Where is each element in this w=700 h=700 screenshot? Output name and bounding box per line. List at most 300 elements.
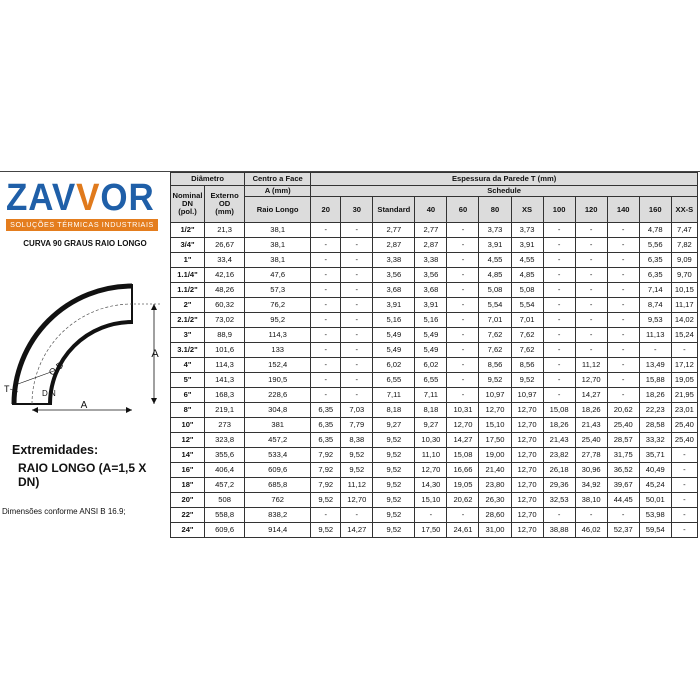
table-cell: 15,24: [671, 328, 697, 343]
table-cell: 6,55: [415, 373, 447, 388]
table-cell: 12,70: [575, 373, 607, 388]
table-cell: 9,70: [671, 268, 697, 283]
table-cell: 7,62: [479, 343, 511, 358]
table-row: [171, 433, 698, 448]
table-cell: 39,67: [607, 478, 639, 493]
table-cell: 3,38: [415, 253, 447, 268]
table-cell: 5,16: [415, 313, 447, 328]
table-cell: -: [575, 238, 607, 253]
table-cell: 114,3: [205, 358, 245, 373]
table-cell: -: [311, 328, 341, 343]
table-cell: -: [341, 343, 373, 358]
elbow-diagram: [4, 264, 168, 414]
table-cell: 26,18: [543, 463, 575, 478]
table-cell: -: [447, 373, 479, 388]
table-cell: 5,49: [415, 343, 447, 358]
table-cell: 17,12: [671, 358, 697, 373]
table-cell: -: [607, 298, 639, 313]
table-cell: 5,54: [479, 298, 511, 313]
table-cell: 28,58: [639, 418, 671, 433]
table-cell: 7,92: [311, 448, 341, 463]
table-cell: -: [341, 298, 373, 313]
table-cell: 508: [205, 493, 245, 508]
table-cell: -: [311, 238, 341, 253]
table-cell: 38,88: [543, 523, 575, 538]
table-cell: -: [311, 268, 341, 283]
table-cell: 7,01: [511, 313, 543, 328]
table-cell: 12,70: [511, 448, 543, 463]
table-cell: -: [607, 358, 639, 373]
table-cell: 6,02: [373, 358, 415, 373]
table-cell: -: [671, 508, 697, 523]
table-cell: -: [311, 313, 341, 328]
table-cell: 12,70: [447, 418, 479, 433]
table-cell: 3,56: [373, 268, 415, 283]
table-cell: 5,56: [639, 238, 671, 253]
table-cell: 355,6: [205, 448, 245, 463]
header-nominal: Nominal DN (pol.): [171, 186, 205, 223]
table-cell: -: [341, 508, 373, 523]
table-cell: 914,4: [245, 523, 311, 538]
table-cell: 30,96: [575, 463, 607, 478]
cell-nominal-dn: 18": [171, 478, 205, 493]
table-cell: 36,52: [607, 463, 639, 478]
table-cell: 8,38: [341, 433, 373, 448]
table-row: [171, 478, 698, 493]
table-cell: 10,97: [511, 388, 543, 403]
cell-nominal-dn: 20": [171, 493, 205, 508]
product-sheet: [0, 171, 700, 698]
product-caption: CURVA 90 GRAUS RAIO LONGO: [23, 239, 147, 248]
table-cell: 19,00: [479, 448, 511, 463]
table-cell: -: [341, 313, 373, 328]
table-cell: 22,23: [639, 403, 671, 418]
table-row: [171, 493, 698, 508]
table-cell: 10,97: [479, 388, 511, 403]
table-cell: 7,92: [311, 463, 341, 478]
table-cell: -: [671, 493, 697, 508]
table-cell: -: [341, 268, 373, 283]
table-cell: -: [311, 298, 341, 313]
cell-nominal-dn: 2": [171, 298, 205, 313]
table-cell: -: [311, 223, 341, 238]
table-cell: 44,45: [607, 493, 639, 508]
schedule-col: 80: [479, 197, 511, 223]
table-cell: -: [447, 358, 479, 373]
table-cell: 9,52: [341, 463, 373, 478]
table-cell: 6,35: [311, 418, 341, 433]
table-cell: 12,70: [511, 523, 543, 538]
table-cell: 9,52: [479, 373, 511, 388]
table-cell: 304,8: [245, 403, 311, 418]
cell-nominal-dn: 3.1/2": [171, 343, 205, 358]
header-a-mm: A (mm): [245, 186, 311, 197]
table-cell: 26,30: [479, 493, 511, 508]
left-panel: [0, 172, 170, 698]
table-cell: -: [575, 508, 607, 523]
table-cell: -: [543, 358, 575, 373]
cell-nominal-dn: 22": [171, 508, 205, 523]
table-cell: -: [415, 508, 447, 523]
table-row: [171, 508, 698, 523]
table-row: [171, 358, 698, 373]
table-cell: -: [447, 388, 479, 403]
table-cell: 7,82: [671, 238, 697, 253]
extremidades-value: RAIO LONGO (A=1,5 X DN): [18, 461, 147, 489]
table-cell: 9,52: [373, 463, 415, 478]
table-cell: -: [341, 238, 373, 253]
table-cell: -: [671, 523, 697, 538]
arrow-right-icon: [126, 407, 132, 413]
table-cell: 21,95: [671, 388, 697, 403]
table-cell: 2,77: [373, 223, 415, 238]
table-cell: 33,4: [205, 253, 245, 268]
table-cell: 35,71: [639, 448, 671, 463]
table-cell: 17,50: [479, 433, 511, 448]
table-cell: 15,08: [543, 403, 575, 418]
table-cell: 18,26: [575, 403, 607, 418]
table-row: [171, 388, 698, 403]
table-cell: -: [447, 508, 479, 523]
table-cell: 6,35: [639, 268, 671, 283]
table-cell: 14,27: [575, 388, 607, 403]
table-cell: -: [671, 463, 697, 478]
table-cell: 9,09: [671, 253, 697, 268]
schedule-col: Standard: [373, 197, 415, 223]
table-cell: 7,62: [511, 343, 543, 358]
table-cell: 101,6: [205, 343, 245, 358]
table-cell: 533,4: [245, 448, 311, 463]
table-cell: 2,77: [415, 223, 447, 238]
table-cell: -: [341, 253, 373, 268]
arrow-left-icon: [32, 407, 38, 413]
schedule-col: 120: [575, 197, 607, 223]
label-a-bottom: A: [80, 400, 88, 411]
table-cell: -: [575, 328, 607, 343]
table-cell: 5,49: [373, 343, 415, 358]
cell-nominal-dn: 1/2": [171, 223, 205, 238]
table-cell: 7,03: [341, 403, 373, 418]
table-cell: 609,6: [245, 463, 311, 478]
label-t: T: [4, 384, 10, 394]
table-cell: -: [447, 238, 479, 253]
table-cell: 53,98: [639, 508, 671, 523]
cell-nominal-dn: 6": [171, 388, 205, 403]
cell-nominal-dn: 12": [171, 433, 205, 448]
table-cell: 38,1: [245, 238, 311, 253]
table-cell: 15,10: [415, 493, 447, 508]
table-cell: 23,01: [671, 403, 697, 418]
table-row: [171, 268, 698, 283]
table-cell: 3,91: [415, 298, 447, 313]
cell-nominal-dn: 2.1/2": [171, 313, 205, 328]
table-cell: 7,62: [511, 328, 543, 343]
table-cell: 10,30: [415, 433, 447, 448]
table-cell: -: [575, 283, 607, 298]
table-cell: 20,62: [447, 493, 479, 508]
table-cell: -: [607, 268, 639, 283]
table-row: [171, 313, 698, 328]
table-cell: 7,62: [479, 328, 511, 343]
table-cell: 16,66: [447, 463, 479, 478]
table-cell: 685,8: [245, 478, 311, 493]
table-cell: 5,08: [511, 283, 543, 298]
brand-tagline: SOLUÇÕES TÉRMICAS INDUSTRIAIS: [6, 219, 158, 231]
table-cell: -: [543, 343, 575, 358]
table-cell: -: [671, 478, 697, 493]
table-cell: 5,49: [373, 328, 415, 343]
table-cell: 9,52: [373, 448, 415, 463]
table-cell: -: [311, 343, 341, 358]
table-cell: 26,67: [205, 238, 245, 253]
table-cell: 73,02: [205, 313, 245, 328]
table-cell: 59,54: [639, 523, 671, 538]
table-cell: 168,3: [205, 388, 245, 403]
table-cell: 9,52: [373, 478, 415, 493]
cell-nominal-dn: 1": [171, 253, 205, 268]
table-cell: 8,74: [639, 298, 671, 313]
arrow-down-icon: [151, 398, 157, 404]
table-cell: 19,05: [671, 373, 697, 388]
label-od: O.D: [46, 359, 66, 378]
table-cell: -: [543, 298, 575, 313]
table-row: [171, 298, 698, 313]
table-cell: -: [543, 313, 575, 328]
cell-nominal-dn: 10": [171, 418, 205, 433]
table-cell: 42,16: [205, 268, 245, 283]
table-cell: 4,55: [511, 253, 543, 268]
table-cell: 3,91: [373, 298, 415, 313]
header-diametro: Diâmetro: [171, 173, 245, 186]
table-cell: 12,70: [511, 418, 543, 433]
cell-nominal-dn: 14": [171, 448, 205, 463]
table-cell: 57,3: [245, 283, 311, 298]
table-cell: 9,27: [415, 418, 447, 433]
table-cell: 38,1: [245, 223, 311, 238]
table-cell: 15,10: [479, 418, 511, 433]
table-cell: 11,12: [341, 478, 373, 493]
table-cell: 3,73: [479, 223, 511, 238]
table-row: [171, 238, 698, 253]
table-cell: 6,02: [415, 358, 447, 373]
table-cell: -: [671, 448, 697, 463]
table-cell: 7,79: [341, 418, 373, 433]
table-row: [171, 463, 698, 478]
table-cell: 15,08: [447, 448, 479, 463]
table-cell: -: [447, 328, 479, 343]
table-cell: 21,43: [575, 418, 607, 433]
table-cell: 18,26: [543, 418, 575, 433]
table-cell: 219,1: [205, 403, 245, 418]
table-cell: -: [639, 343, 671, 358]
header-schedule: Schedule: [311, 186, 698, 197]
table-cell: 9,27: [373, 418, 415, 433]
table-cell: -: [543, 238, 575, 253]
table-cell: -: [311, 373, 341, 388]
table-cell: -: [543, 283, 575, 298]
table-cell: -: [447, 283, 479, 298]
table-cell: 23,82: [543, 448, 575, 463]
schedule-col: 160: [639, 197, 671, 223]
table-cell: 20,62: [607, 403, 639, 418]
table-row: [171, 343, 698, 358]
table-cell: 2,87: [415, 238, 447, 253]
table-cell: 52,37: [607, 523, 639, 538]
table-cell: 32,53: [543, 493, 575, 508]
table-cell: -: [447, 223, 479, 238]
table-cell: 12,70: [415, 463, 447, 478]
table-cell: -: [311, 283, 341, 298]
table-cell: 7,47: [671, 223, 697, 238]
table-cell: -: [607, 223, 639, 238]
table-cell: 609,6: [205, 523, 245, 538]
table-cell: 11,12: [575, 358, 607, 373]
table-cell: 46,02: [575, 523, 607, 538]
table-cell: 14,02: [671, 313, 697, 328]
table-cell: 762: [245, 493, 311, 508]
table-cell: 5,54: [511, 298, 543, 313]
table-cell: -: [341, 328, 373, 343]
table-cell: 29,36: [543, 478, 575, 493]
table-cell: 10,31: [447, 403, 479, 418]
table-row: [171, 403, 698, 418]
table-cell: 6,35: [639, 253, 671, 268]
table-cell: 14,27: [341, 523, 373, 538]
table-cell: 45,24: [639, 478, 671, 493]
table-cell: 457,2: [245, 433, 311, 448]
table-cell: -: [447, 298, 479, 313]
table-body: [171, 223, 698, 538]
table-cell: -: [607, 508, 639, 523]
table-cell: 50,01: [639, 493, 671, 508]
cell-nominal-dn: 8": [171, 403, 205, 418]
table-cell: -: [607, 313, 639, 328]
header-centro-face: Centro a Face: [245, 173, 311, 186]
table-cell: 2,87: [373, 238, 415, 253]
table-cell: 558,8: [205, 508, 245, 523]
table-cell: 3,91: [511, 238, 543, 253]
table-cell: 7,11: [415, 388, 447, 403]
table-cell: 12,70: [511, 493, 543, 508]
table-cell: -: [341, 388, 373, 403]
table-cell: 27,78: [575, 448, 607, 463]
cell-nominal-dn: 16": [171, 463, 205, 478]
table-cell: -: [543, 508, 575, 523]
table-cell: 4,55: [479, 253, 511, 268]
table-cell: 60,32: [205, 298, 245, 313]
table-cell: -: [341, 373, 373, 388]
arrow-up-icon: [151, 304, 157, 310]
table-cell: -: [311, 508, 341, 523]
standard-note: Dimensões conforme ANSI B 16.9;: [2, 507, 126, 516]
table-cell: -: [447, 313, 479, 328]
table-cell: 19,05: [447, 478, 479, 493]
brand-wordmark: ZAVVOR: [6, 177, 155, 219]
table-cell: 152,4: [245, 358, 311, 373]
table-cell: 38,10: [575, 493, 607, 508]
table-row: [171, 283, 698, 298]
table-cell: 12,70: [511, 403, 543, 418]
table-cell: 8,56: [511, 358, 543, 373]
table-cell: 47,6: [245, 268, 311, 283]
table-cell: 3,68: [415, 283, 447, 298]
table-cell: 5,49: [415, 328, 447, 343]
table-cell: 40,49: [639, 463, 671, 478]
table-cell: 381: [245, 418, 311, 433]
table-cell: 9,52: [373, 508, 415, 523]
label-dn: D.N: [42, 389, 56, 398]
table-cell: 21,3: [205, 223, 245, 238]
table-cell: 7,11: [373, 388, 415, 403]
table-cell: 3,73: [511, 223, 543, 238]
table-cell: -: [543, 268, 575, 283]
table-cell: -: [543, 223, 575, 238]
table-cell: 13,49: [639, 358, 671, 373]
cell-nominal-dn: 3/4": [171, 238, 205, 253]
table-cell: 9,52: [511, 373, 543, 388]
table-cell: -: [607, 253, 639, 268]
cell-nominal-dn: 1.1/2": [171, 283, 205, 298]
table-cell: 12,70: [479, 403, 511, 418]
table-row: [171, 328, 698, 343]
cell-nominal-dn: 3": [171, 328, 205, 343]
table-cell: 14,30: [415, 478, 447, 493]
table-cell: 5,08: [479, 283, 511, 298]
table-cell: 21,43: [543, 433, 575, 448]
table-cell: -: [447, 343, 479, 358]
table-cell: -: [607, 388, 639, 403]
table-cell: 31,75: [607, 448, 639, 463]
table-cell: 8,18: [415, 403, 447, 418]
table-cell: 6,35: [311, 403, 341, 418]
cell-nominal-dn: 5": [171, 373, 205, 388]
table-cell: 141,3: [205, 373, 245, 388]
table-cell: -: [575, 298, 607, 313]
table-row: [171, 253, 698, 268]
table-cell: 25,40: [575, 433, 607, 448]
table-cell: 323,8: [205, 433, 245, 448]
table-cell: -: [607, 328, 639, 343]
table-cell: 11,13: [639, 328, 671, 343]
table-cell: 11,10: [415, 448, 447, 463]
table-cell: 21,40: [479, 463, 511, 478]
table-cell: 838,2: [245, 508, 311, 523]
table-cell: 76,2: [245, 298, 311, 313]
table-cell: 28,57: [607, 433, 639, 448]
table-cell: -: [543, 328, 575, 343]
table-cell: -: [543, 253, 575, 268]
table-cell: -: [543, 373, 575, 388]
schedule-col: XS: [511, 197, 543, 223]
table-cell: 190,5: [245, 373, 311, 388]
table-cell: 3,91: [479, 238, 511, 253]
table-cell: 9,52: [311, 493, 341, 508]
table-cell: 9,52: [311, 523, 341, 538]
table-cell: 33,32: [639, 433, 671, 448]
table-cell: 38,1: [245, 253, 311, 268]
table-cell: -: [311, 358, 341, 373]
schedule-col: 140: [607, 197, 639, 223]
table-cell: 9,52: [341, 448, 373, 463]
table-cell: 273: [205, 418, 245, 433]
schedule-col: 20: [311, 197, 341, 223]
table-cell: 25,40: [671, 433, 697, 448]
table-cell: 17,50: [415, 523, 447, 538]
schedule-col: 40: [415, 197, 447, 223]
table-row: [171, 373, 698, 388]
table-cell: 18,26: [639, 388, 671, 403]
table-cell: 28,60: [479, 508, 511, 523]
